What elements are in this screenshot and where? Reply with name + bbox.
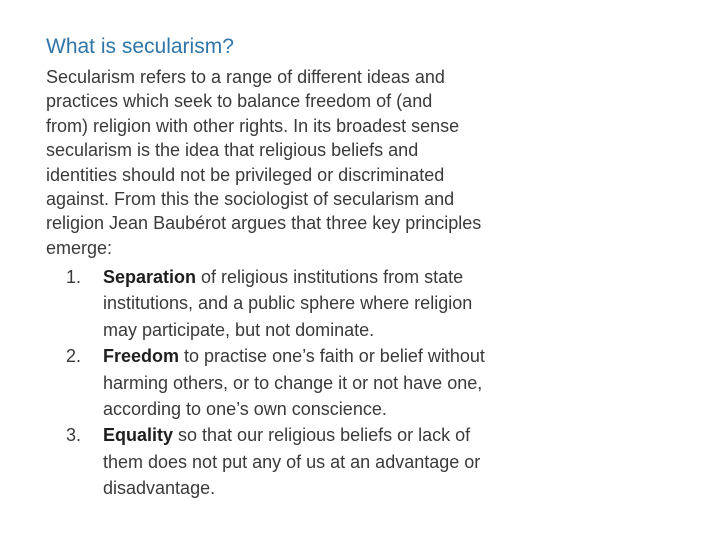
principle-text: of religious institutions from state	[196, 267, 464, 287]
intro-paragraph	[46, 65, 546, 260]
principle-first-line	[103, 264, 566, 290]
principle-item-separation	[46, 264, 566, 343]
principle-number: 3.	[66, 425, 82, 446]
slide-title: What is secularism?	[46, 35, 234, 58]
principle-text: to practise one’s faith or belief without	[179, 346, 485, 367]
intro-line: Secularism refers to a range of different ideas and	[46, 67, 445, 87]
principle-first-line	[103, 422, 566, 448]
principle-term: Freedom	[103, 346, 180, 367]
intro-line: practices which seek to balance freedom of (and	[46, 91, 433, 112]
principle-term: Equality	[103, 425, 174, 446]
intro-line: secularism is the idea that religious beliefs and	[46, 140, 419, 161]
intro-line: from) religion with other rights. In its broadest sense	[46, 115, 460, 136]
principle-item-equality	[46, 422, 566, 501]
principle-term: Separation	[103, 267, 197, 287]
principle-line: institutions, and a public sphere where religion	[103, 293, 473, 314]
principle-line: may participate, but not dominate.	[103, 319, 375, 340]
intro-line: identities should not be privileged or discriminated	[46, 164, 445, 185]
principle-number: 1.	[66, 267, 82, 287]
principle-number: 2.	[66, 346, 82, 367]
intro-line: against. From this the sociologist of secularism and	[46, 189, 455, 210]
principle-line: harming others, or to change it or not have one,	[103, 372, 483, 393]
intro-line: religion Jean Baubérot argues that three key principles	[46, 213, 482, 234]
principle-first-line	[103, 343, 566, 369]
intro-line: emerge:	[46, 237, 113, 258]
principle-item-freedom	[46, 343, 566, 422]
principles-list	[46, 264, 566, 502]
principle-text: so that our religious beliefs or lack of	[173, 425, 471, 446]
principle-line: disadvantage.	[103, 478, 216, 499]
principle-line: according to one’s own conscience.	[103, 399, 387, 420]
principle-line: them does not put any of us at an advantage or	[103, 451, 481, 472]
